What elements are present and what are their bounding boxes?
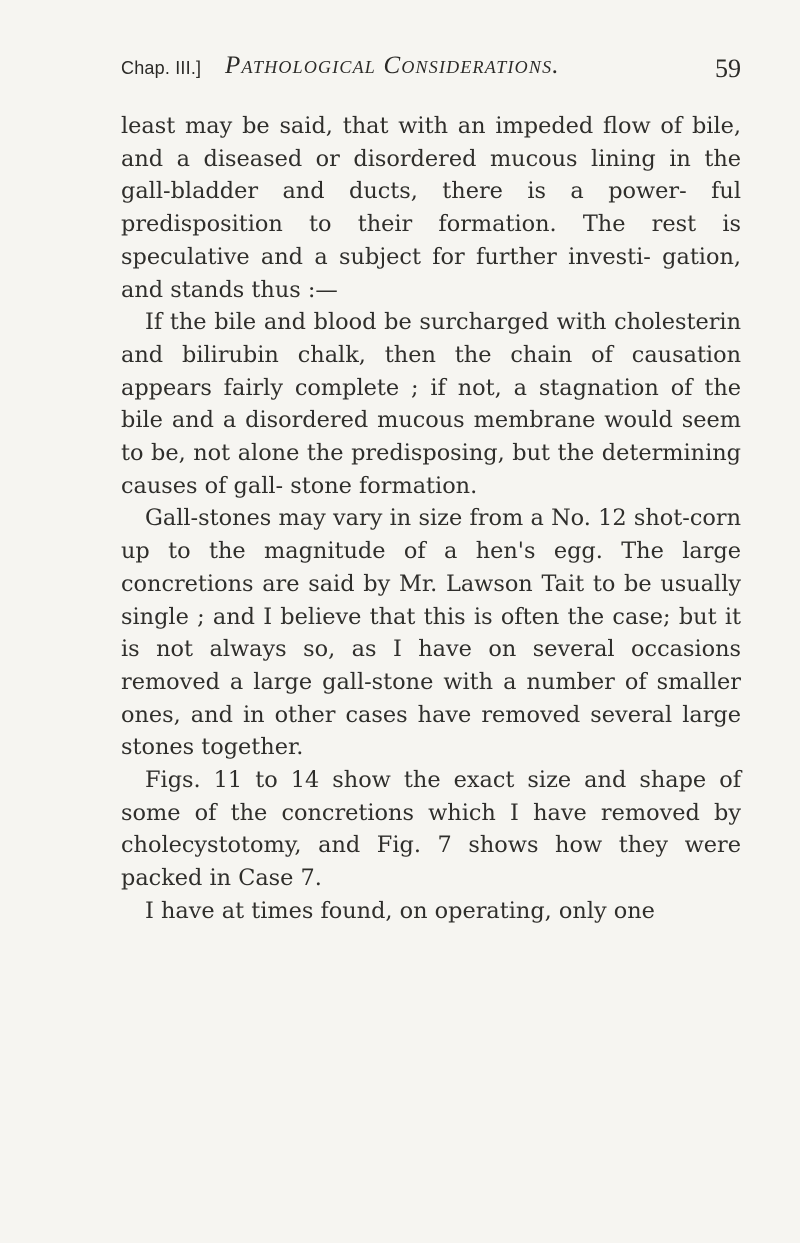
paragraph: Figs. 11 to 14 show the exact size and shape of some of the concretions which I have removed by cholecystotomy, and Fig. 7 shows how they were packed in Case 7. bbox=[121, 767, 741, 892]
paragraph: If the bile and blood be surcharged with cholesterin and bilirubin chalk, then the chain of causation appears fairly complete ; if not, a stagnation of the bile and a disordered mucous membrane would seem to be, not alone the predisposing, but the determining causes of gall- stone formation. bbox=[121, 309, 741, 499]
paragraph: Gall-stones may vary in size from a No. 12 shot-corn up to the magnitude of a hen's egg. The large concretions are said by Mr. Lawson Tait to be usually single ; and I believe that this is often the case; but it is not always so, as I have on several occasions removed a large gall-stone with a number of smaller ones, and in other cases have removed several large stones together. bbox=[121, 505, 741, 761]
paragraph-last-line: I have at times found, on operating, only one bbox=[145, 897, 655, 924]
body-text bbox=[121, 110, 741, 928]
running-head bbox=[121, 52, 741, 92]
chapter-label: Chap. III.] bbox=[121, 58, 202, 78]
page-number: 59 bbox=[715, 54, 741, 83]
paragraph-continued: least may be said, that with an impeded flow of bile, and a diseased or disordered mucous lining in the gall-bladder and ducts, there is a power- ful predisposition to their formation. The rest is speculative and a subject for further investi- gation, and stands thus :— bbox=[121, 113, 741, 303]
running-title: Pathological Considerations. bbox=[225, 52, 560, 79]
